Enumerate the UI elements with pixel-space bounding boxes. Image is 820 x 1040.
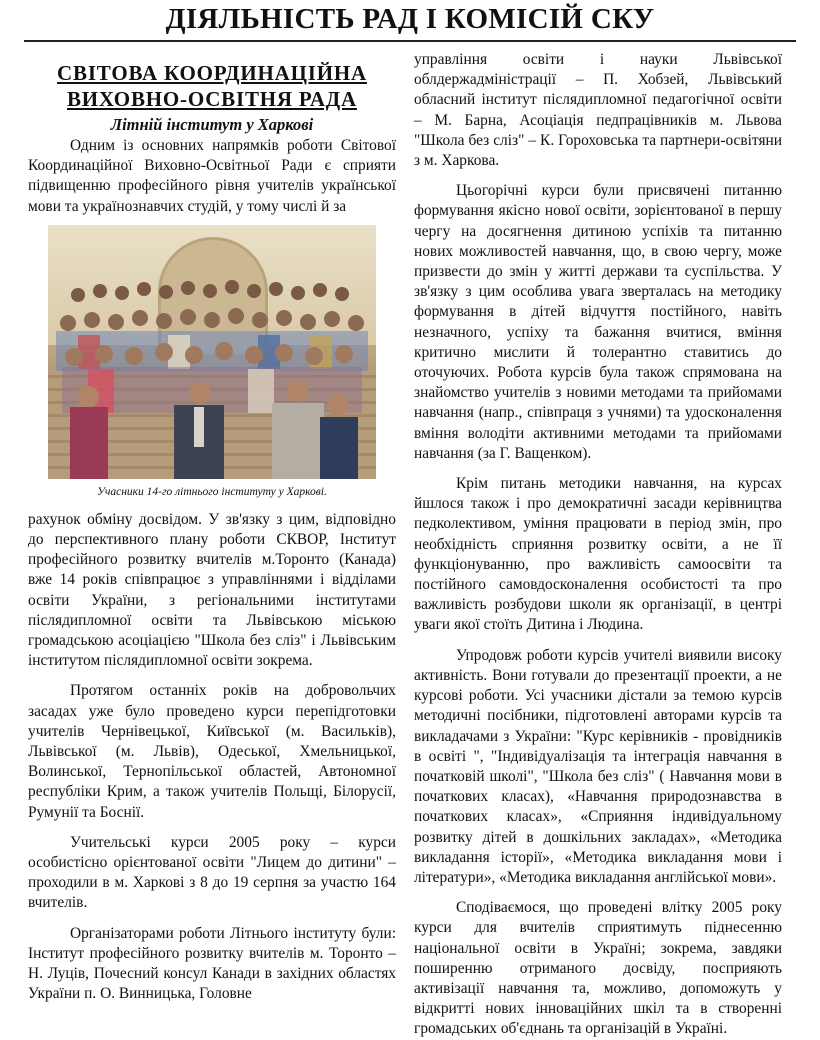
group-photo: [48, 225, 376, 479]
right-column: [414, 50, 782, 1040]
photo-crowd: [48, 265, 376, 479]
paragraph: управління освіти і науки Львівської облдержадміністрації – П. Хобзей, Львівський обласний інститут післядипломної педагогічної освіти – М. Барна, Асоціація педпрацівників м. Львова "Школа без сліз" – К. Гороховська та партнери-освітяни з м. Харкова.: [414, 51, 782, 170]
article-title-line2: ВИХОВНО-ОСВІТНЯ РАДА: [66, 87, 358, 111]
article-title-line1: СВІТОВА КООРДИНАЦІЙНА: [57, 61, 367, 85]
paragraph: Протягом останніх років на добровольчих засадах уже було проведено курси перепідготовки учителів Чернівецької, Київської (м. Васильків), Львівської (м. Львів), Одеської, Хмельницької, Волинської, Тернопільської областей, Автономної республіки Крим, а також учителів Польщі, Білорусії, Румунії та Боснії.: [28, 682, 396, 821]
article-subtitle: Літній інститут у Харкові: [110, 115, 314, 134]
paragraph: Одним із основних напрямків роботи Світової Координаційної Виховно-Освітньої Ради є сприяти підвищенню професійного рівня учителів української мови та українознавчих студій, у тому числі й за: [28, 137, 396, 215]
paragraph: Сподіваємося, що проведені влітку 2005 року курси для вчителів сприятимуть піднесенню національної освіти в Україні; зокрема, завдяки поширенню отриманого досвіду, посприяють активізації навчання та, можливо, допоможуть у відкритті нових інноваційних шкіл та в створенні громадських об'єднань та організацій в Україні.: [414, 899, 782, 1038]
paragraph: Упродовж роботи курсів учителі виявили високу активність. Вони готували до презентації проекти, а не курсові роботи. Усі учасники дістали за темою курсів методичні посібники, підготовлені авторами курсів та викладачами з України: "Курс керівників - провідників в освіті ", "Індивідуалізація та інтеграція навчання в початковій школі", "Школа без сліз" ( Навчання мови в початкових класах), «Навчання природознавства в початкових класах», «Сприяння індивідуальному розвитку дітей в дошкільних закладах», «Методика викладання історії», «Методика викладання мови і літератури», «Методика викладання англійської мови».: [414, 646, 782, 886]
left-column: [28, 56, 396, 1004]
paragraph: Учительські курси 2005 року – курси особистісно орієнтованої освіти "Лицем до дитини" – проходили в м. Харкові з 8 до 19 серпня за участю 164 вчителів.: [28, 833, 396, 912]
paragraph: Організаторами роботи Літнього інституту були: Інститут професійного розвитку вчителів м. Торонто – Н. Луців, Почесний консул Канади в західних областях України п. О. Винницька, Головне: [28, 924, 396, 1003]
paragraph: Крім питань методики навчання, на курсах йшлося також і про демократичні засади керівництва педколективом, уміння працювати в період змін, про необхідність сприяння розвитку освіти, а не її функціонуванню, про важливість самоосвіти та постійного самовдосконалення особистості та про важливість розбудови школи як організації, в центрі уваги якої стоїть Дитина і Людина.: [414, 475, 782, 634]
paragraph: рахунок обміну досвідом. У зв'язку з цим, відповідно до перспективного плану роботи СКВОР, Інститут професійного розвитку вчителів м.Торонто (Канада) вже 14 років співпрацює з управліннями і відділами освіти України, з регіональними інститутами післядипломної освіти та Львівською міською громадською асоціацією "Школа без сліз" і Львівським інститутом післядипломної освіти зокрема.: [28, 510, 396, 670]
header-divider: [24, 40, 796, 42]
paragraph: Цьогорічні курси були присвячені питанню формування якісно нової освіти, зорієнтованої в першу чергу на досягнення дитиною успіхів та питанню нових можливостей навчання, що, в свою чергу, може призвести до змін у житті держави та суспільства. У зв'язку з цим особлива увага зверталась на методику формування в дітей відчуття постійного, навіть незначного, успіху та бажання вчитися, вміння критично мислити й толерантно ставитись до оточуючих. Робота курсів була також спрямована на знайомство учителів з новими методами та прийомами навчання (напр., співпраця з учнями) та удосконалення вміння володіти активними методами та прийомами навчання (за Г. Ващенком).: [414, 182, 782, 462]
page-header-title: ДІЯЛЬНІСТЬ РАД І КОМІСІЙ СКУ: [165, 3, 655, 35]
photo-caption: Учасники 14-го літнього інституту у Харкові.: [97, 485, 327, 498]
